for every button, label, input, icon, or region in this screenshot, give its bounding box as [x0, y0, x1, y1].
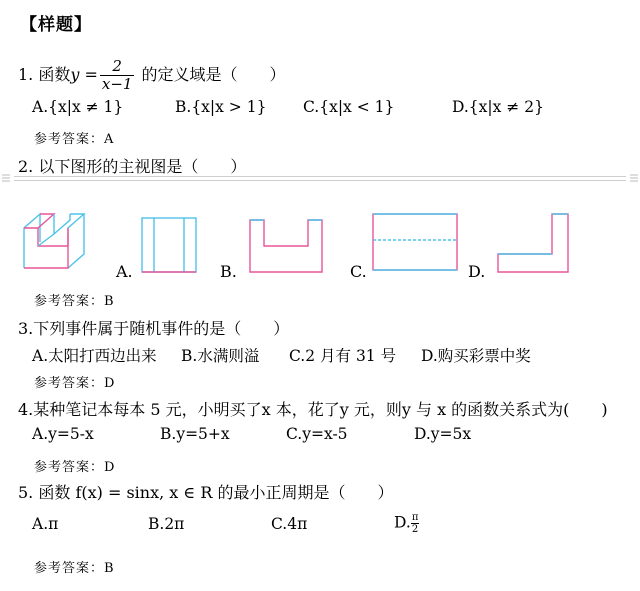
q1-option-a: A.{x|x ≠ 1}: [32, 98, 124, 116]
view-c-drawing: [370, 210, 462, 274]
fraction-denominator: x−1: [101, 75, 133, 93]
q3-option-d: D.购买彩票中奖: [421, 347, 531, 365]
q5-option-a: A.π: [32, 515, 59, 533]
q3-answer: 参考答案：D: [34, 376, 116, 391]
page-break-left-marker: [2, 173, 10, 183]
q3-option-c: C.2 月有 31 号: [289, 347, 397, 365]
q1-option-b: B.{x|x > 1}: [175, 98, 267, 116]
question-1: [18, 58, 286, 93]
q1-option-d: D.{x|x ≠ 2}: [452, 98, 544, 116]
view-a-drawing: [138, 214, 202, 274]
q5-answer: 参考答案：B: [34, 561, 115, 576]
q2-answer: 参考答案：B: [34, 294, 115, 309]
q3-option-b: B.水满则溢: [181, 347, 260, 365]
fraction-numerator: 2: [100, 58, 135, 76]
question-1-var: y =: [70, 65, 98, 84]
q4-answer: 参考答案：D: [34, 460, 116, 475]
q5-option-c: C.4π: [271, 515, 308, 533]
fraction-numerator: π: [411, 512, 419, 523]
q5-option-b: B.2π: [148, 515, 185, 533]
q4-option-d: D.y=5x: [414, 425, 472, 443]
solid-figure-drawing: [20, 198, 102, 272]
q1-option-c: C.{x|x < 1}: [303, 98, 395, 116]
view-c-label: C.: [350, 262, 367, 281]
q3-option-a: A.太阳打西边出来: [32, 347, 157, 365]
question-4: 4.某种笔记本每本 5 元，小明买了x 本，花了y 元，则y 与 x 的函数关系式为( ): [18, 400, 608, 419]
page-break-divider: [0, 176, 640, 181]
q4-option-c: C.y=x-5: [286, 425, 348, 443]
view-b-label: B.: [220, 262, 237, 281]
q4-option-b: B.y=5+x: [160, 425, 230, 443]
page-break-right-marker: [630, 173, 638, 183]
view-d-label: D.: [468, 262, 486, 281]
question-1-suffix: 的定义域是（ ）: [136, 65, 286, 84]
q5-option-d-prefix: D.: [394, 513, 411, 532]
q4-option-a: A.y=5-x: [32, 425, 94, 443]
fraction-denominator: 2: [411, 524, 419, 535]
view-a-label: A.: [116, 262, 133, 281]
question-5: 5. 函数 f(x) = sinx, x ∈ R 的最小正周期是（ ）: [18, 483, 394, 502]
view-b-drawing: [246, 216, 328, 276]
question-1-prefix: 1. 函数: [18, 65, 71, 84]
view-d-drawing: [494, 210, 574, 276]
section-title: 【样题】: [20, 15, 92, 35]
question-1-fraction: [100, 58, 135, 93]
question-2: 2. 以下图形的主视图是（ ）: [18, 157, 247, 176]
q1-answer: 参考答案：A: [34, 132, 115, 147]
q5-option-d-fraction: [411, 512, 420, 535]
question-3: 3.下列事件属于随机事件的是（ ）: [18, 319, 290, 338]
q5-option-d: [394, 512, 419, 535]
